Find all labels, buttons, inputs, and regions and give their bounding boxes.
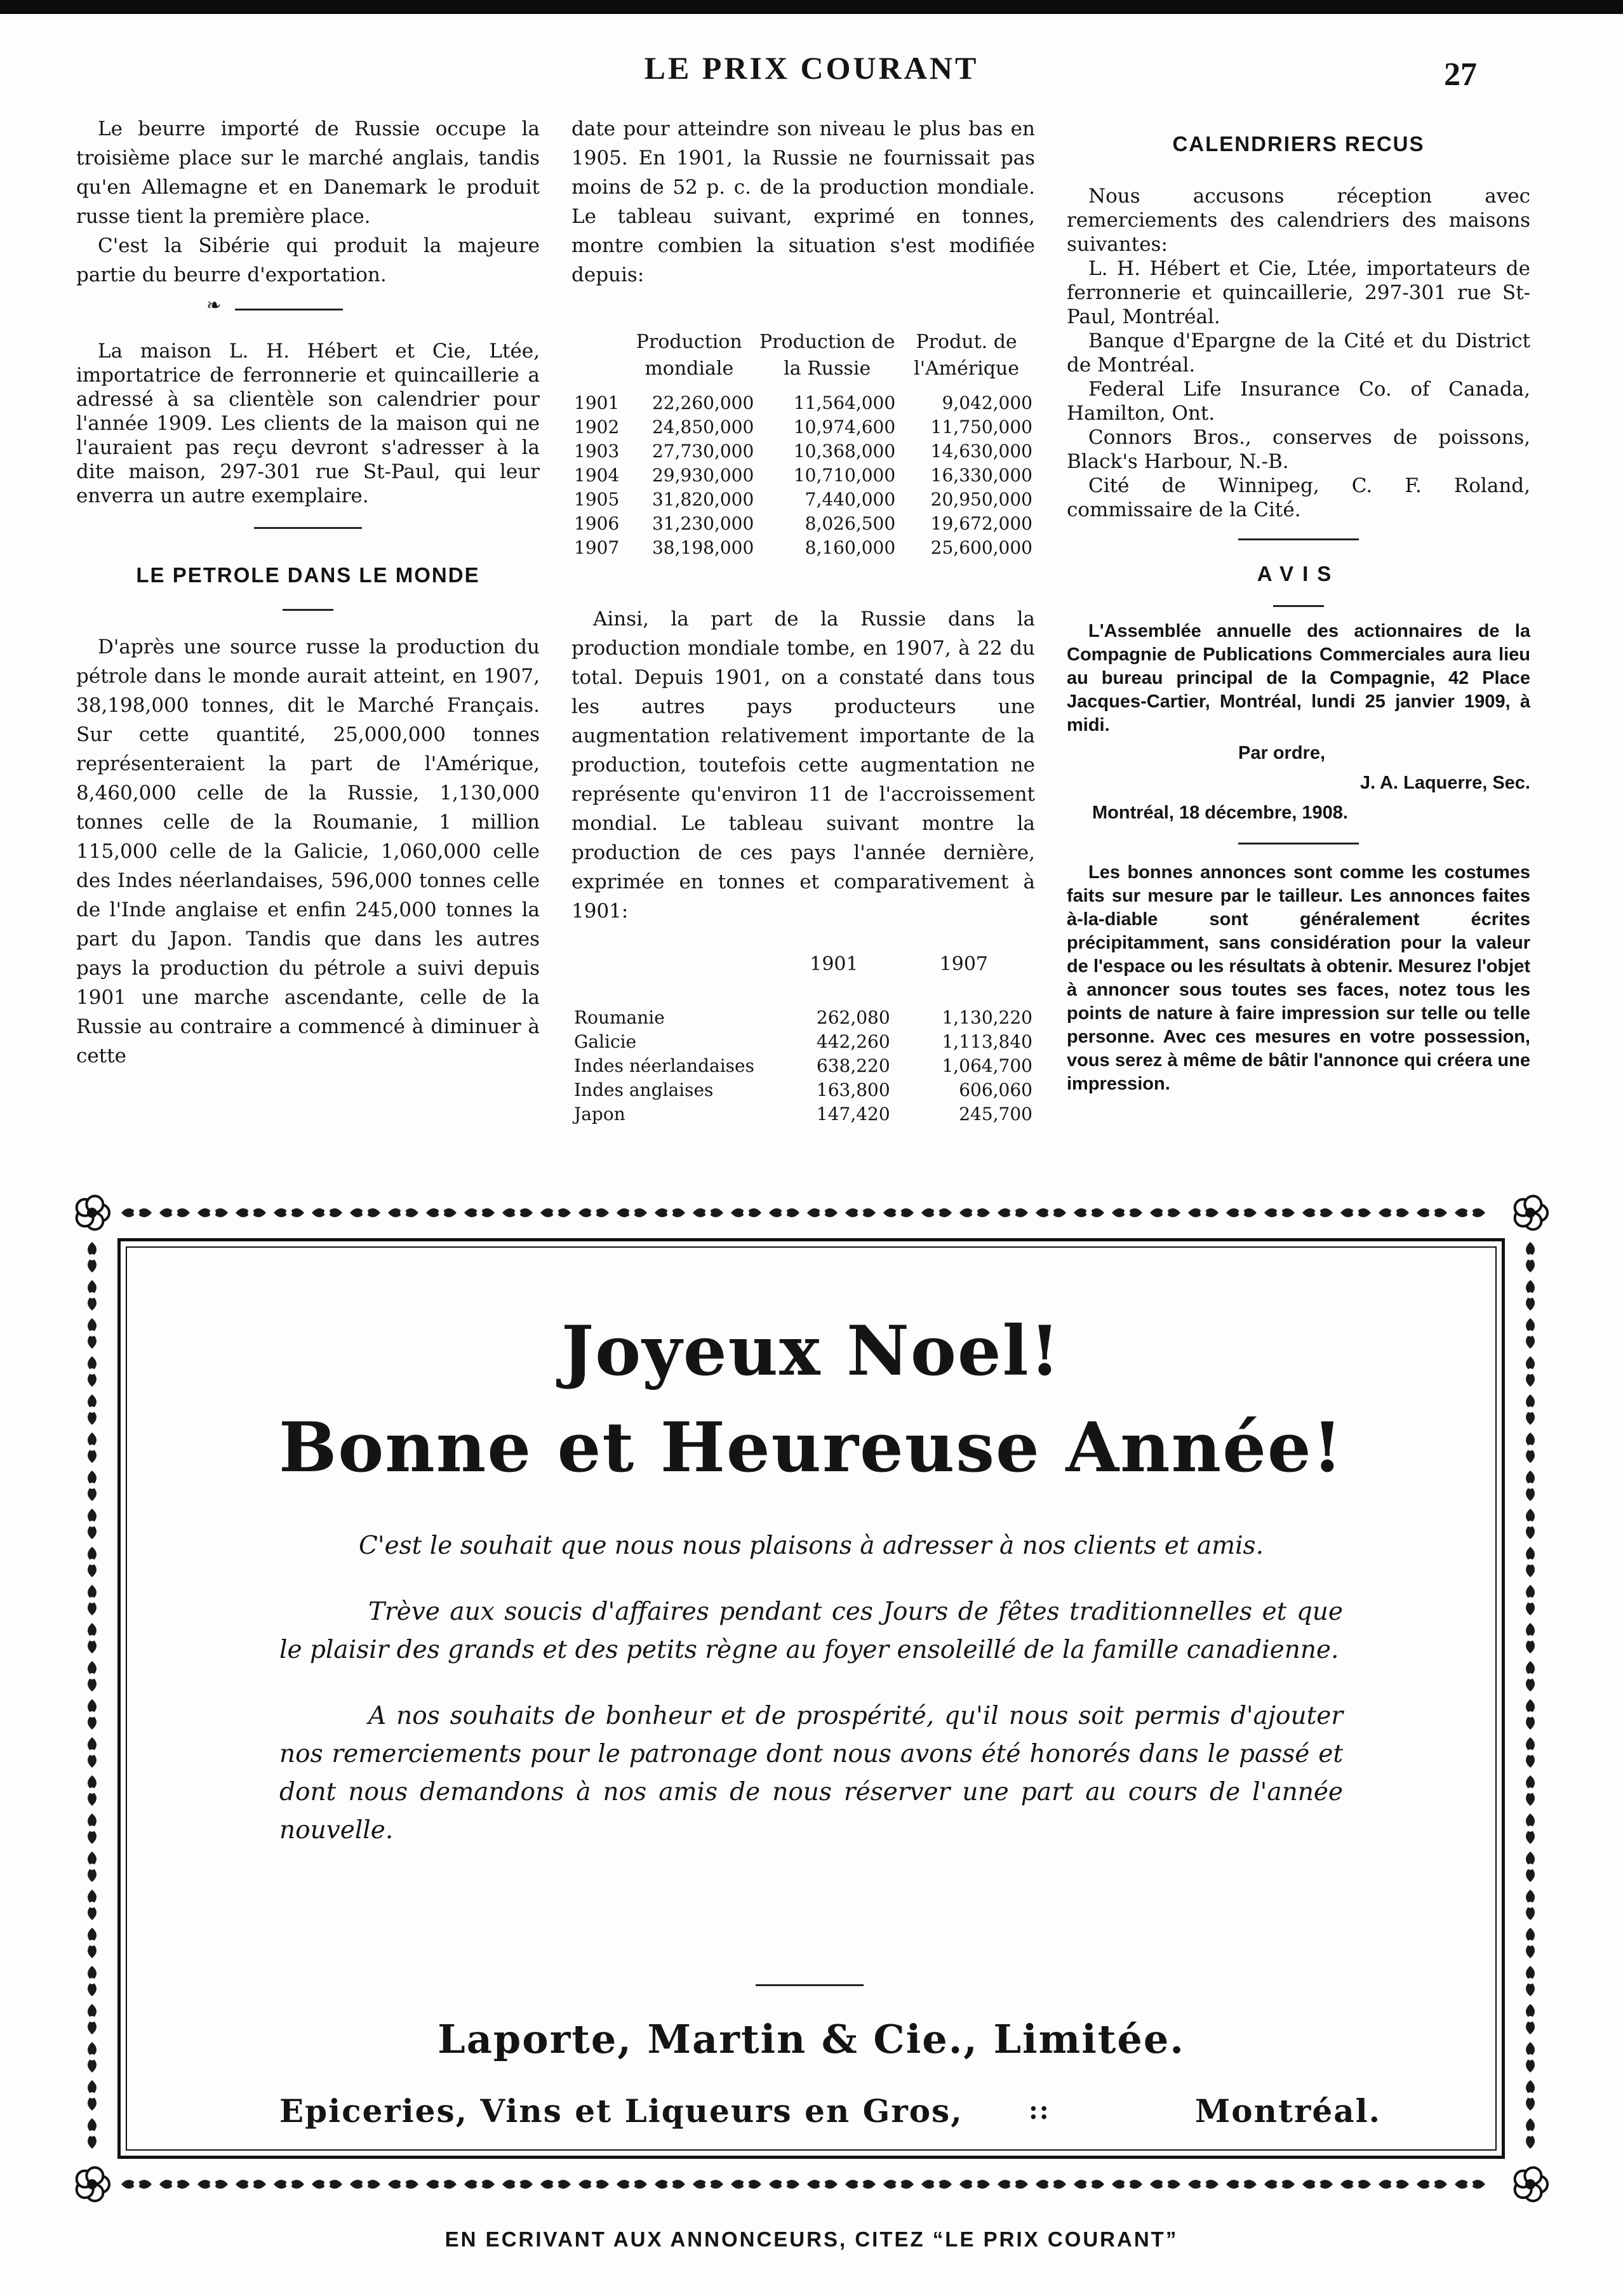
leaf-ornament (88, 1699, 97, 1730)
leaf-ornament (88, 1509, 97, 1539)
leaf-ornament (1526, 1585, 1535, 1615)
list-item: L. H. Hébert et Cie, Ltée, importateurs de ferronnerie et quincaillerie, 297-301 rue St-Paul, Montréal. (1067, 257, 1530, 328)
leaf-ornament (1188, 1208, 1219, 1217)
leaf-ornament (959, 2180, 990, 2189)
leaf-ornament (1526, 1661, 1535, 1692)
top-black-band (0, 0, 1623, 14)
ad-divider (756, 1984, 864, 1986)
ad-trade: Epiceries, Vins et Liqueurs en Gros, (279, 2092, 963, 2130)
leaf-ornament (655, 1208, 685, 1217)
leaf-ornament (1526, 2042, 1535, 2072)
leaf-ornament (1112, 2180, 1142, 2189)
leaf-ornament (578, 2180, 609, 2189)
rose-ornament (1515, 1196, 1547, 1230)
table2-header-1907: 1907 (939, 953, 989, 975)
leaf-ornament (88, 1813, 97, 1844)
leaf-ornament (845, 1208, 876, 1217)
leaf-ornament (731, 2180, 761, 2189)
avis-notice (1067, 620, 1530, 829)
leaf-ornament (464, 2180, 495, 2189)
leaf-ornament (1526, 1394, 1535, 1425)
leaf-ornament (1379, 1208, 1409, 1217)
par-ordre: Par ordre, (1238, 743, 1325, 763)
leaf-ornament (88, 1394, 97, 1425)
leaf-ornament (88, 1661, 97, 1692)
leaf-ornament (464, 1208, 495, 1217)
leaf-ornament (1526, 1852, 1535, 1882)
leaf-ornament (578, 1208, 609, 1217)
table-row: 1903 27,730,000 10,368,000 14,630,000 (574, 441, 1032, 462)
leaf-ornament (274, 1208, 304, 1217)
leaf-ornament (88, 1280, 97, 1311)
leaf-ornament (88, 1356, 97, 1387)
table1-header-year (571, 329, 622, 382)
avis-heading: AVIS (1257, 562, 1340, 585)
leaf-ornament (121, 1208, 152, 1217)
leaf-ornament (1417, 1208, 1447, 1217)
leaf-ornament (350, 2180, 380, 2189)
leaf-ornament (1526, 1356, 1535, 1387)
divider (254, 527, 362, 529)
leaf-ornament (88, 1318, 97, 1349)
leaf-ornament (617, 1208, 647, 1217)
leaf-ornament (236, 2180, 266, 2189)
ad-paragraph-1: C'est le souhait que nous nous plaisons à adresser à nos clients et amis. (359, 1532, 1264, 1560)
leaf-ornament (197, 2180, 228, 2189)
ad-paragraph-3: A nos souhaits de bonheur et de prospérité, qu'il nous soit permis d'ajouter nos remerciements pour le patronage dont nous avons été honorés dans le passé et dont nous demandons à nos amis de nous réserver une part au cours de l'année nouvelle. (279, 1702, 1343, 1845)
hebert-notice: La maison L. H. Hébert et Cie, Ltée, importatrice de ferronnerie et quincaillerie a adressé à sa clientèle son calendrier pour l'année 1909. Les clients de la maison qui ne l'auraient pas reçu devront s'adresser à la dite maison, 297-301 rue St-Paul, qui leur enverra un autre exemplaire. (76, 340, 540, 507)
leaf-ornament (1036, 2180, 1066, 2189)
leaf-ornament (1526, 1280, 1535, 1311)
leaf-ornament (159, 2180, 190, 2189)
leaf-ornament (159, 1208, 190, 1217)
leaf-ornament (883, 1208, 914, 1217)
calendriers-list (1067, 184, 1530, 522)
leaf-ornament (88, 1547, 97, 1577)
leaf-ornament (388, 1208, 418, 1217)
ad-company: Laporte, Martin & Cie., Limitée. (437, 2016, 1185, 2062)
leaf-ornament (88, 2004, 97, 2034)
leaf-ornament (1264, 1208, 1295, 1217)
leaf-ornament (88, 1928, 97, 1958)
leaf-ornament (1379, 2180, 1409, 2189)
leaf-ornament (236, 1208, 266, 1217)
leaf-ornament (655, 2180, 685, 2189)
rose-ornament (1515, 2168, 1547, 2201)
leaf-ornament (1036, 1208, 1066, 1217)
leaf-ornament (1340, 2180, 1371, 2189)
leaf-ornament (959, 1208, 990, 1217)
butter-paragraph-2: C'est la Sibérie qui produit la majeure partie du beurre d'exportation. (76, 234, 540, 286)
country-table (571, 951, 1035, 1126)
leaf-ornament (350, 1208, 380, 1217)
leaf-ornament (312, 1208, 342, 1217)
leaf-ornament (1455, 2180, 1485, 2189)
ad-title-1: Joyeux Noel! (561, 1311, 1061, 1391)
ad-title-2: Bonne et Heureuse Année! (278, 1408, 1344, 1488)
leaf-ornament (1455, 1208, 1485, 1217)
ad-separator: :: (1029, 2095, 1050, 2125)
leaf-ornament (1526, 2080, 1535, 2111)
table-row: 1907 38,198,000 8,160,000 25,600,000 (574, 537, 1032, 558)
leaf-ornament (426, 2180, 457, 2189)
table-row: 1905 31,820,000 7,440,000 20,950,000 (574, 489, 1032, 510)
leaf-ornament (88, 1432, 97, 1463)
table-row: 1902 24,850,000 10,974,600 11,750,000 (574, 417, 1032, 437)
table-row: 1901 22,260,000 11,564,000 9,042,000 (574, 392, 1032, 413)
table-row: Japon 147,420 245,700 (574, 1104, 1032, 1125)
leaf-ornament (1302, 1208, 1333, 1217)
leaf-ornament (693, 2180, 723, 2189)
leaf-ornament (502, 2180, 533, 2189)
leaf-ornament (88, 2080, 97, 2111)
leaf-ornament (1526, 1623, 1535, 1653)
footer: EN ECRIVANT AUX ANNONCEURS, CITEZ “LE PRIX COURANT” (444, 2227, 1179, 2251)
leaf-ornament (769, 2180, 799, 2189)
leaf-ornament (1526, 1318, 1535, 1349)
christmas-advertisement (67, 1187, 1556, 2210)
leaf-ornament (1526, 1547, 1535, 1577)
divider (1238, 538, 1359, 540)
leaf-ornament (1417, 2180, 1447, 2189)
leaf-ornament (1526, 1775, 1535, 1806)
leaf-ornament (1526, 2118, 1535, 2149)
table-row: Roumanie 262,080 1,130,220 (574, 1007, 1032, 1028)
table-row: 1906 31,230,000 8,026,500 19,672,000 (574, 513, 1032, 534)
leaf-ornament (388, 2180, 418, 2189)
table2-header-country (571, 951, 775, 978)
column-2 (571, 114, 1035, 1126)
ad-body (279, 1527, 1343, 1850)
heading-rule (283, 609, 333, 611)
petrole-paragraph: D'après une source russe la production du pétrole dans le monde aurait atteint, en 1907, 38,198,000 tonnes, dit le Marché Français. Sur cette quantité, 25,000,000 tonnes représenteraient la part de l'Amérique, 8,460,000 celle de la Russie, 1,130,000 tonnes celle de la Roumanie, 1 million 115,000 celle de la Galicie, 1,060,000 celle des Indes néerlandaises, 596,000 tonnes celle de l'Inde anglaise et enfin 245,000 tonnes la part du Japon. Tandis que dans les autres pays la production du pétrole a suivi depuis 1901 une marche ascendante, celle de la Russie au contraire a commencé à diminuer à cette (76, 636, 540, 1067)
leaf-ornament (1074, 2180, 1104, 2189)
leaf-ornament (921, 2180, 952, 2189)
leaf-ornament (88, 1775, 97, 1806)
rose-ornament (77, 1196, 109, 1230)
leaf-ornament (1112, 1208, 1142, 1217)
butter-paragraph-1: Le beurre importé de Russie occupe la troisième place sur le marché anglais, tandis qu'en Allemagne et en Danemark le produit russe tient la première place. (76, 117, 540, 228)
leaf-ornament (1526, 1242, 1535, 1272)
leaf-ornament (807, 1208, 838, 1217)
leaf-ornament (845, 2180, 876, 2189)
leaf-ornament (1526, 1432, 1535, 1463)
date-line: Montréal, 18 décembre, 1908. (1092, 803, 1348, 823)
leaf-ornament (998, 1208, 1028, 1217)
leaf-ornament (1526, 1699, 1535, 1730)
table1-header-america: Produt. de l'Amérique (914, 331, 1020, 380)
petrole-heading: LE PETROLE DANS LE MONDE (136, 563, 480, 587)
leaf-ornament (1526, 2004, 1535, 2034)
list-item: Cité de Winnipeg, C. F. Roland, commissaire de la Cité. (1067, 474, 1530, 521)
table-row: Indes néerlandaises 638,220 1,064,700 (574, 1055, 1032, 1076)
leaf-ornament (88, 2118, 97, 2149)
leaf-ornament (1526, 1737, 1535, 1768)
page-number: 27 (1444, 57, 1477, 93)
leaf-ornament (88, 1737, 97, 1768)
divider (1238, 843, 1359, 844)
separator-ornament: ❧ (76, 290, 540, 326)
leaf-ornament (540, 1208, 571, 1217)
table-row: Galicie 442,260 1,113,840 (574, 1031, 1032, 1052)
petrole-paragraph-2: Ainsi, la part de la Russie dans la production mondiale tombe, en 1907, à 22 du total. Depuis 1901, on a constaté dans tous les autres pays producteurs une augmentation relativement importante de la production, toutefois cette augmentation ne représente qu'environ 11 de l'accroissement mondial. Le tableau suivant montre la production de ces pays l'année dernière, exprimée en tonnes et comparativement à 1901: (571, 608, 1035, 923)
table-row: Indes anglaises 163,800 606,060 (574, 1079, 1032, 1100)
leaf-ornament (88, 2042, 97, 2072)
leaf-ornament (1264, 2180, 1295, 2189)
column-3 (1067, 114, 1530, 1096)
leaf-ornament (426, 1208, 457, 1217)
leaf-ornament (921, 1208, 952, 1217)
leaf-ornament (1302, 2180, 1333, 2189)
leaf-ornament (1226, 1208, 1257, 1217)
leaf-ornament (1150, 1208, 1180, 1217)
table2-header-1901: 1901 (810, 953, 858, 975)
ad-frame (117, 1238, 1505, 2159)
leaf-ornament (1526, 1928, 1535, 1958)
petrole-continuation: date pour atteindre son niveau le plus bas en 1905. En 1901, la Russie ne fournissait pas moins de 52 p. c. de la production mondiale. Le tableau suivant, exprimé en tonnes, montre combien la situation s'est modifiée depuis: (571, 117, 1035, 286)
leaf-ornament (1526, 1509, 1535, 1539)
leaf-ornament (88, 1471, 97, 1501)
signature: J. A. Laquerre, Sec. (1359, 773, 1530, 793)
leaf-ornament (1526, 1471, 1535, 1501)
leaf-ornament (88, 1623, 97, 1653)
leaf-ornament (88, 1585, 97, 1615)
leaf-ornament (274, 2180, 304, 2189)
leaf-ornament (540, 2180, 571, 2189)
leaf-ornament (693, 1208, 723, 1217)
leaf-ornament (197, 1208, 228, 1217)
leaf-ornament (312, 2180, 342, 2189)
list-item: Federal Life Insurance Co. of Canada, Hamilton, Ont. (1067, 378, 1530, 425)
leaf-ornament (807, 2180, 838, 2189)
leaf-ornament (88, 1890, 97, 1920)
leaf-ornament (883, 2180, 914, 2189)
list-item: Banque d'Epargne de la Cité et du District de Montréal. (1067, 330, 1530, 377)
leaf-ornament (88, 1966, 97, 1996)
leaf-ornament (121, 2180, 152, 2189)
annonces-paragraph: Les bonnes annonces sont comme les costumes faits sur mesure par le tailleur. Les annonces faites à-la-diable sont généralement écrites précipitamment, sans considération pour la valeur de l'espace ou les résultats à obtenir. Mesurez l'objet à annoncer sous toutes ses faces, notez tous les points de nature à faire impression sur telle ou telle personne. Avec ces mesures en votre possession, vous serez à même de bâtir l'annonce qui créera une impression. (1067, 862, 1530, 1094)
production-table (571, 329, 1035, 560)
ad-paragraph-2: Trève aux soucis d'affaires pendant ces Jours de fêtes traditionnelles et que le plaisir des grands et des petits règne au foyer ensoleillé de la famille canadienne. (279, 1598, 1343, 1664)
leaf-ornament (1150, 2180, 1180, 2189)
leaf-ornament (769, 1208, 799, 1217)
leaf-ornament (1226, 2180, 1257, 2189)
leaf-ornament (1188, 2180, 1219, 2189)
masthead: LE PRIX COURANT (644, 50, 979, 86)
leaf-ornament (1526, 1966, 1535, 1996)
column-1 (76, 114, 540, 1071)
calendriers-intro: Nous accusons réception avec remerciements des calendriers des maisons suivantes: (1067, 185, 1530, 256)
leaf-ornament (1340, 1208, 1371, 1217)
leaf-ornament (617, 2180, 647, 2189)
table1-header-world: Production mondiale (636, 331, 742, 380)
heading-rule (1273, 605, 1324, 607)
calendriers-heading: CALENDRIERS RECUS (1172, 132, 1425, 156)
ad-city: Montréal. (1194, 2092, 1381, 2130)
rose-ornament (77, 2168, 109, 2201)
list-item: Connors Bros., conserves de poissons, Black's Harbour, N.-B. (1067, 426, 1530, 473)
leaf-ornament (1526, 1813, 1535, 1844)
leaf-ornament (1526, 1890, 1535, 1920)
leaf-ornament (731, 1208, 761, 1217)
leaf-ornament (88, 1242, 97, 1272)
table-row: 1904 29,930,000 10,710,000 16,330,000 (574, 465, 1032, 486)
leaf-ornament (1074, 1208, 1104, 1217)
table1-header-russia: Production de la Russie (759, 331, 895, 380)
leaf-ornament (88, 1852, 97, 1882)
leaf-ornament (502, 1208, 533, 1217)
leaf-ornament (998, 2180, 1028, 2189)
avis-text: L'Assemblée annuelle des actionnaires de la Compagnie de Publications Commerciales aura lieu au bureau principal de la Compagnie, 42 Place Jacques-Cartier, Montréal, lundi 25 janvier 1909, à midi. (1067, 621, 1530, 735)
